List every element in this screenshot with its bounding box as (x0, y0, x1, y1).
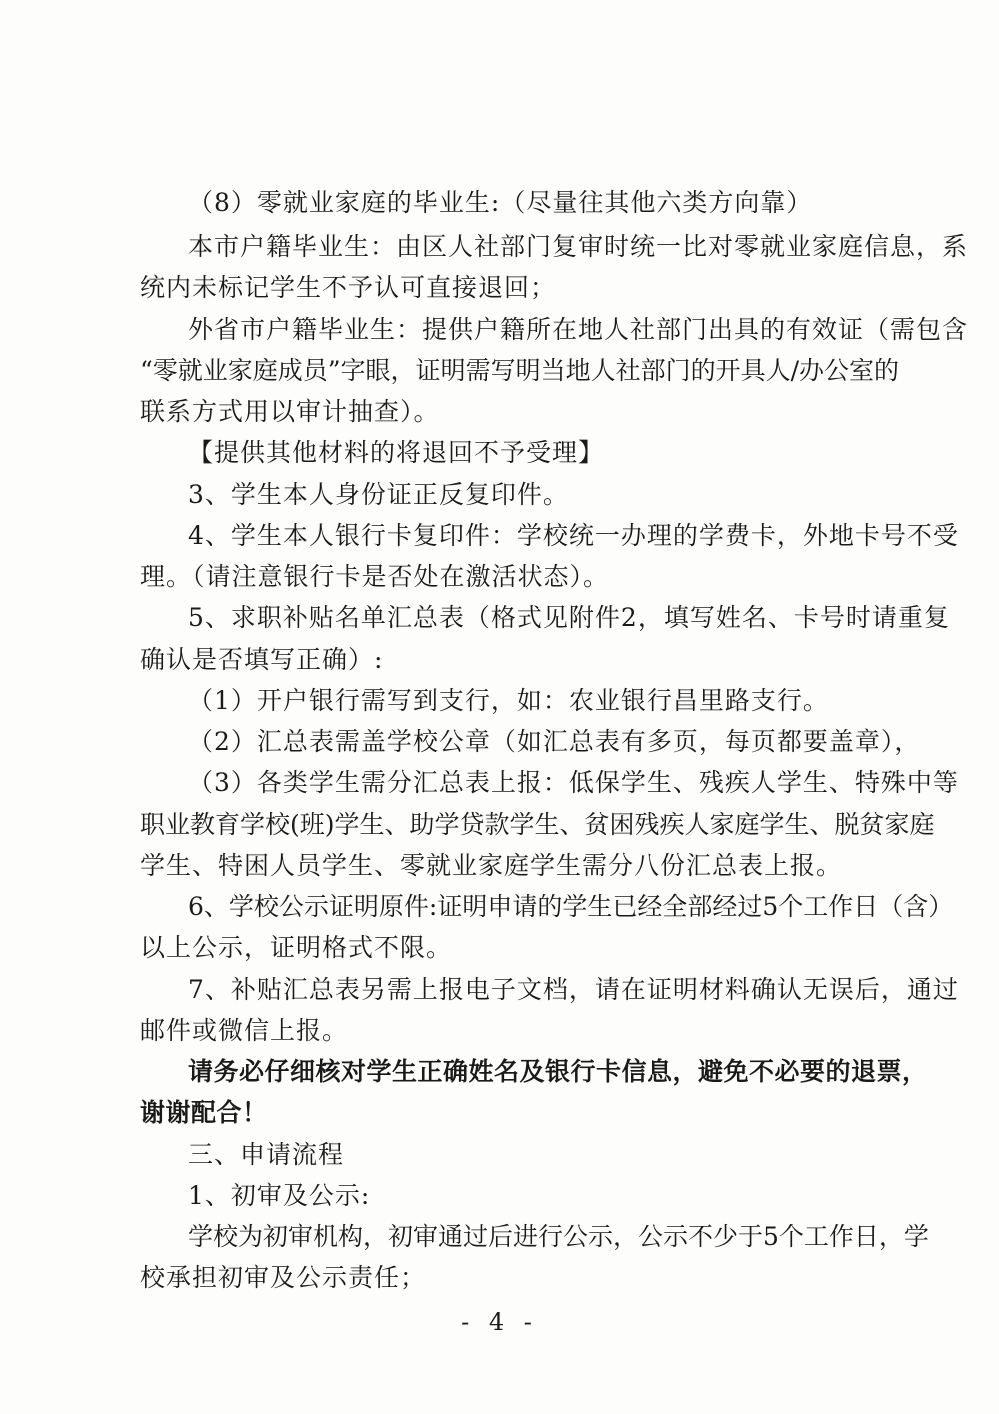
text-line: （8）零就业家庭的毕业生:（尽量往其他六类方向靠） (188, 188, 813, 217)
text-line: 3、学生本人身份证正反复印件。 (188, 480, 569, 509)
text-line: 5、求职补贴名单汇总表（格式见附件2，填写姓名、卡号时请重复 (188, 603, 950, 632)
text-line: 联系方式用以审计抽查）。 (140, 397, 440, 426)
text-line: 学生、特困人员学生、零就业家庭学生需分八份汇总表上报。 (140, 851, 843, 880)
text-line: （1）开户银行需写到支行，如：农业银行昌里路支行。 (188, 686, 829, 715)
text-line: 【提供其他材料的将退回不予受理】 (188, 438, 605, 467)
section-heading: 三、申请流程 (188, 1140, 345, 1169)
text-line: （2）汇总表需盖学校公章（如汇总表有多页，每页都要盖章）， (188, 727, 921, 756)
page-number: - 4 - (461, 1308, 538, 1336)
bold-notice-line: 请务必仔细核对学生正确姓名及银行卡信息，避免不必要的退票， (188, 1057, 928, 1086)
text-line: “零就业家庭成员”字眼，证明需写明当地人社部门的开具人/办公室的 (140, 356, 899, 385)
text-line: （3）各类学生需分汇总表上报：低保学生、残疾人学生、特殊中等 (188, 768, 959, 797)
text-line: 1、初审及公示: (188, 1181, 371, 1210)
text-line: 理。（请注意银行卡是否处在激活状态）。 (140, 562, 610, 591)
text-line: 邮件或微信上报。 (140, 1016, 349, 1045)
bold-notice-line: 谢谢配合！ (140, 1098, 268, 1127)
text-line: 外省市户籍毕业生：提供户籍所在地人社部门出具的有效证（需包含 (188, 315, 969, 344)
text-line: 以上公示，证明格式不限。 (140, 933, 453, 962)
text-line: 4、学生本人银行卡复印件：学校统一办理的学费卡，外地卡号不受 (188, 521, 959, 550)
text-line: 6、学校公示证明原件:证明申请的学生已经全部经过5个工作日（含） (188, 892, 954, 921)
text-line: 本市户籍毕业生：由区人社部门复审时统一比对零就业家庭信息，系 (188, 232, 969, 261)
text-line: 学校为初审机构，初审通过后进行公示，公示不少于5个工作日，学 (188, 1222, 929, 1251)
text-line: 统内未标记学生不予认可直接退回； (140, 273, 557, 302)
text-line: 校承担初审及公示责任； (140, 1263, 427, 1292)
text-line: 7、补贴汇总表另需上报电子文档，请在证明材料确认无误后，通过 (188, 975, 959, 1004)
text-line: 确认是否填写正确）: (140, 645, 384, 674)
text-line: 职业教育学校(班)学生、助学贷款学生、贫困残疾人家庭学生、脱贫家庭 (140, 810, 935, 839)
